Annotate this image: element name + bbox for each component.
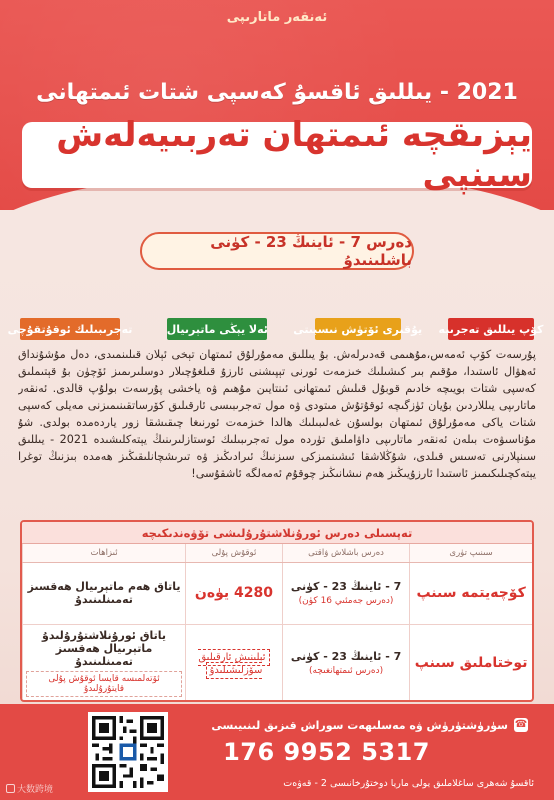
watermark-text: 大数跨境	[17, 785, 54, 795]
feature-tags	[7, 318, 544, 340]
col-class-type: سىنىپ تۈرى	[410, 544, 532, 562]
intro-paragraph: پۇرسەت كۆپ ئەمەس،مۇھىمى قەدىرلەش. بۇ يىللىق مەمۇرلۇق ئىمتهان تېخى ئېلان قىلىنمىدى، دەل مۇشۇنداق ئەھۋال ئاستىدا، مۇقىم بىر كىشىلىك خىزمەت ئورنى تېپىشنى ئارزۇ قىلغۇچىلار دوسلىرىمىز ئۆچۈن بۇ قېتىملىق كەسپى شتات بويىچە خادىم قوبۇل قىلىش ئىمتهانى ئىنتايىن مۇھىم ۋە ياخشى پۇرسەت بولۇپ قالدى. ئەنقەر ماتارىپى يىللاردىن بۇيان ئۈزگىچە ئوقۇتۇش مىتودى ۋە مول تەجرىبىسى ئارقىلىق كۆرساتقىنىمىزنى مەيلى كەسپى شتات ياكى مەمۇرلۇق ئىمتهان بولسۇن غەلىبىلىك هالدا خىزمەت ئورنىغا چىقىشقا زور ياردەمدە بولدى. شۇ مۇناسىۋەت بىلەن ئەنقەر ماتارىپى داۋاملىق تۈردە مول تەجرىبىلىك ئوستازلىرىنىڭ يېتەكلىشىدە 2021 - يىللىق سىنپلارنى تەسىس قىلدى، شۇڭلاشقا ئىشىنمىزكى سىزنىڭ ئىرادىڭىز ۋە تىرىشچانلىقىڭىز هەمدە بىزنىڭ توغرا يېتەكچىلىكىمىز ئاستىدا ئارزۇيىڭىز هەم نىشانىڭىز چوقۇم ئەمەلگە ئاشقۇسى!	[18, 348, 536, 480]
class-name: توختاملىق سىنپ	[414, 654, 528, 671]
start-date: 7 - ئاينىڭ 23 - كۈنى	[290, 580, 402, 593]
col-start-time: دەرس باشلاش ۋاقتى	[282, 544, 409, 562]
start-note: (دەرس جەمئىي 16 كۈن)	[298, 596, 394, 606]
fee-negotiable: ئېلىنىش ئارقىلىق سۆزلىشىلىدۇ	[198, 649, 269, 679]
phone-number[interactable]: 176 9952 5317	[223, 738, 430, 766]
tag-experience: كۆپ يىللىق تەجرىبە	[448, 318, 534, 340]
exam-subtitle: 2021 - يىللىق ئاقسۇ كەسپى شتات ئىمتهانى	[36, 80, 518, 105]
brand-name: ئەنقەر ماتارىپى	[226, 10, 328, 25]
tag-pass-rate: يۇقىرى ئۆتۈش نىسبىتى	[315, 318, 401, 340]
refund-note: ئۆتەلمىسە قايسا ئوقۇش پۇلى قايتۇرۇلىدۇ	[26, 671, 182, 697]
remark-text: ياتاق ئورۇنلاشتۇرۇلىدۇ ماتېرىيال هەقسىز تەمىنلىنىدۇ	[42, 628, 167, 668]
hotline-text: سۈرۈشتۈرۈش ۋە مەسلىھەت سوراش قىزىق لىنىيىسى	[211, 718, 508, 732]
qr-code[interactable]	[88, 712, 168, 792]
schedule-table	[20, 520, 534, 702]
watermark	[6, 782, 53, 795]
phone-icon: ☎	[514, 719, 528, 730]
table-title: تەپسىلى دەرس ئورۇنلاشتۇرۇلىشى تۆۋەندىكىچە	[22, 522, 532, 544]
table-row	[23, 562, 533, 624]
start-note: (دەرس ئىمتهانغىچە)	[308, 665, 384, 676]
watermark-icon	[6, 784, 15, 793]
main-title-bar	[22, 115, 532, 195]
table-row	[23, 624, 533, 701]
footer	[0, 704, 554, 800]
col-remark: ئىزاھات	[23, 544, 186, 562]
main-title: يېزىقچە ئىمتهان تەربىيەلەش سىنپى	[56, 115, 532, 195]
fee-value: 4280 يۈەن	[194, 585, 273, 601]
remark-text: ياتاق هەم ماتېرىيال هەقسىز تەمىنلىنىدۇ	[27, 580, 181, 606]
tag-materials: ئەلا يېڭى ماتېرىيال	[167, 318, 267, 340]
address: ئاقسۇ شەھرى ساغلاملىق يولى ماريا دوختۇرخانىسى 2 - قەۋەت	[283, 778, 534, 789]
start-date: 7 - ئاينىڭ 23 - كۈنى	[290, 649, 402, 663]
tag-teachers: تەجرىبىلىك ئوقۇتقۇچى	[20, 318, 120, 340]
col-fee: ئوقۇش پۇلى	[186, 544, 283, 562]
start-date-pill: دەرس 7 - ئاينىڭ 23 - كۈنى باشلىنىدۇ	[140, 232, 414, 270]
hotline-label	[198, 718, 528, 732]
qr-code-icon	[92, 716, 164, 788]
class-name: كۆچەيتمە سىنپ	[416, 585, 526, 601]
